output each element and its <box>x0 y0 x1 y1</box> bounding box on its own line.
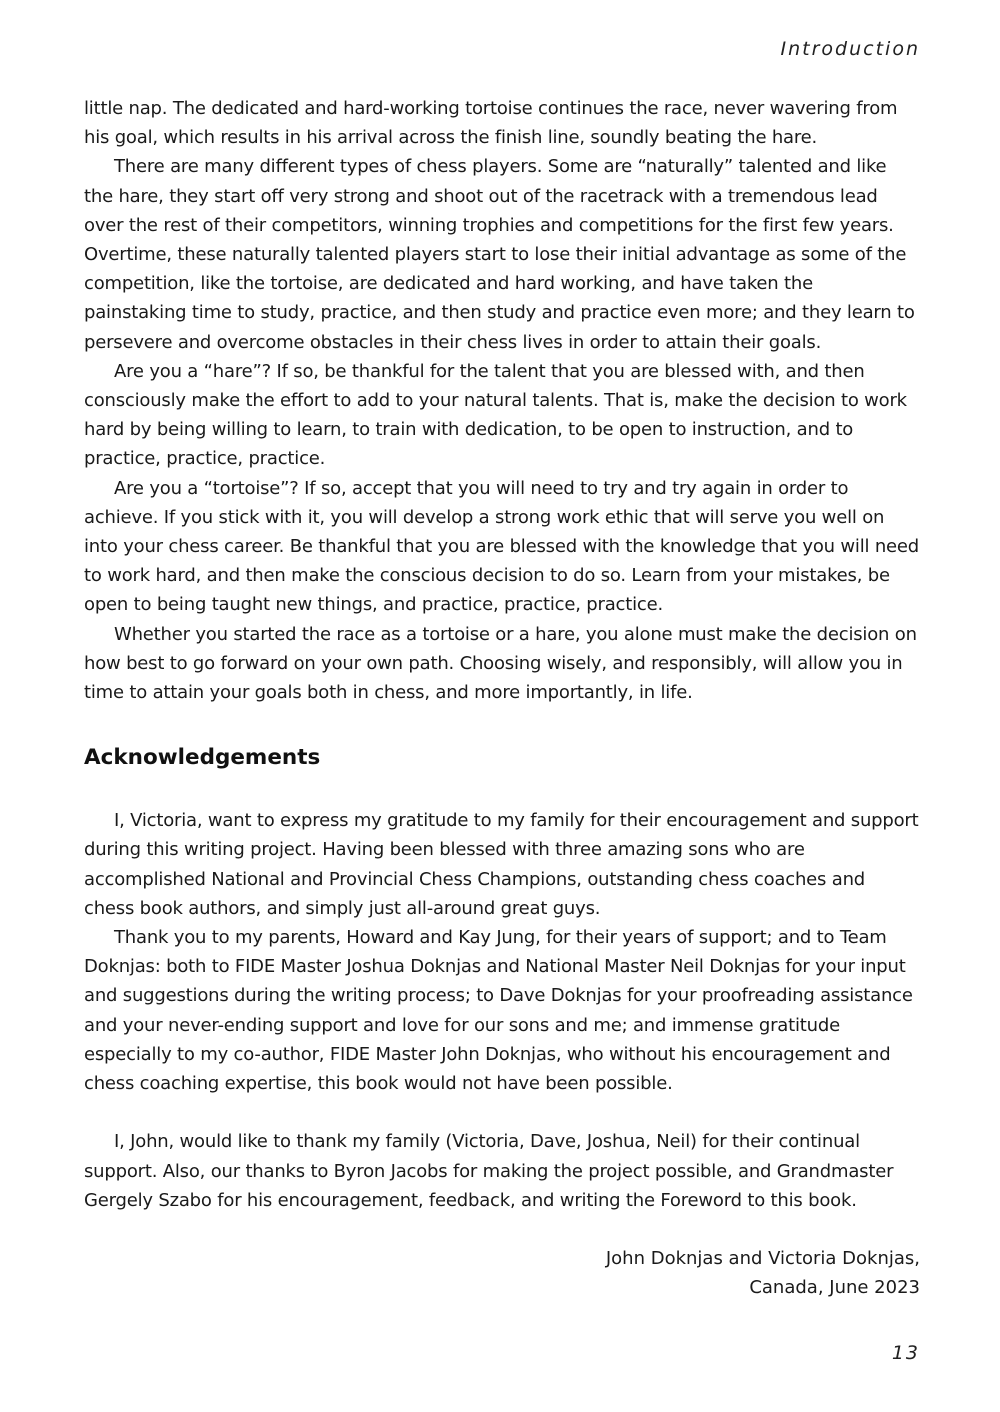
intro-paragraph-4: Are you a “tortoise”? If so, accept that you will need to try and try again in order to achieve. If you stick with it, you will develop a strong work ethic that will serve you well on into your chess career. Be thankful that you are blessed with the knowledge that you will need to work hard, and then make the conscious decision to do so. Learn from your mistakes, be open to being taught new things, and practice, practice, practice. <box>84 477 920 616</box>
signature-place-date: Canada, June 2023 <box>749 1277 920 1299</box>
acknowledgements-heading: Acknowledgements <box>84 745 321 771</box>
intro-paragraph-1: little nap. The dedicated and hard-working tortoise continues the race, never wavering from his goal, which results in his arrival across the finish line, soundly beating the hare. <box>84 98 898 149</box>
page-body <box>84 94 920 1302</box>
intro-paragraph-2: There are many different types of chess players. Some are “naturally” talented and like the hare, they start off very strong and shoot out of the racetrack with a tremendous lead over the rest of their competitors, winning trophies and competitions for the first few years. Overtime, these naturally talented players start to lose their initial advantage as some of the competition, like the tortoise, are dedicated and hard working, and have taken the painstaking time to study, practice, and then study and practice even more; and they learn to persevere and overcome obstacles in their chess lives in order to attain their goals. <box>84 156 915 353</box>
signature-block <box>84 1244 920 1302</box>
running-head: Introduction <box>780 38 920 60</box>
intro-paragraph-3: Are you a “hare”? If so, be thankful for the talent that you are blessed with, and then consciously make the effort to add to your natural talents. That is, make the decision to work hard by being willing to learn, to train with dedication, to be open to instruction, and to practice, practice, practice. <box>84 360 907 470</box>
acknowledgements-paragraph-2: Thank you to my parents, Howard and Kay Jung, for their years of support; and to Team Doknjas: both to FIDE Master Joshua Doknjas and National Master Neil Doknjas for your input and suggestions during the writing process; to Dave Doknjas for your proofreading assistance and your never-ending support and love for our sons and me; and immense gratitude especially to my co-author, FIDE Master John Doknjas, who without his encouragement and chess coaching expertise, this book would not have been possible. <box>84 927 913 1095</box>
signature-names: John Doknjas and Victoria Doknjas, <box>605 1247 920 1269</box>
paragraph-spacer <box>84 1098 920 1127</box>
acknowledgements-paragraph-1: I, Victoria, want to express my gratitude to my family for their encouragement and support during this writing project. Having been blessed with three amazing sons who are accomplished National and Provincial Chess Champions, outstanding chess coaches and chess book authors, and simply just all-around great guys. <box>84 810 919 919</box>
page-number: 13 <box>891 1342 920 1364</box>
intro-paragraph-5: Whether you started the race as a tortoise or a hare, you alone must make the decision on how best to go forward on your own path. Choosing wisely, and responsibly, will allow you in time to attain your goals both in chess, and more importantly, in life. <box>84 623 917 704</box>
acknowledgements-paragraph-3: I, John, would like to thank my family (Victoria, Dave, Joshua, Neil) for their continual support. Also, our thanks to Byron Jacobs for making the project possible, and Grandmaster Gergely Szabo for his encouragement, feedback, and writing the Foreword to this book. <box>84 1131 894 1211</box>
